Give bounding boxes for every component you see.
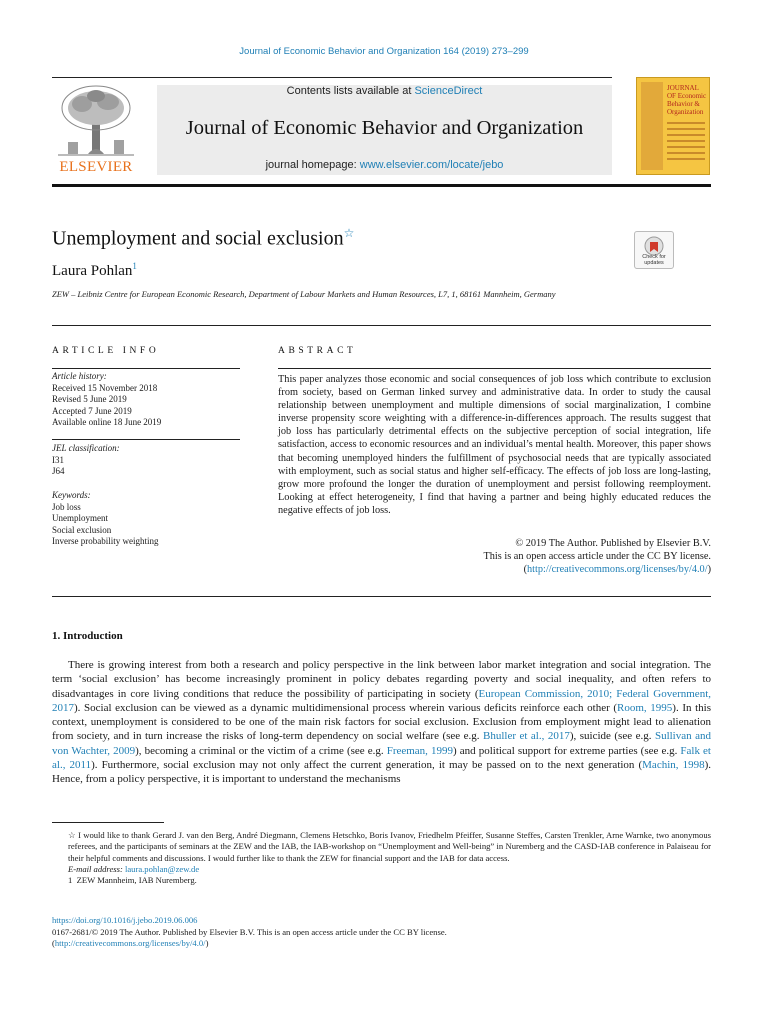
intro-text-run: ). Furthermore, social exclusion may not only affect the current generation, it may be passed on to the next generation (: [91, 759, 643, 772]
reference-link[interactable]: Sullivan and von Wachter, 2009: [52, 730, 711, 757]
reference-link[interactable]: Room, 1995: [617, 701, 673, 714]
journal-title: Journal of Economic Behavior and Organization: [185, 117, 584, 139]
doi-license-line: (http://creativecommons.org/licenses/by/4.0/): [52, 938, 209, 948]
history-item: Revised 5 June 2019: [52, 394, 127, 404]
cover-stripe: [641, 82, 663, 170]
journal-cover-thumbnail[interactable]: [636, 77, 710, 175]
history-label: Article history:: [52, 371, 107, 381]
keyword: Unemployment: [52, 513, 108, 523]
jel-code: I31: [52, 454, 64, 465]
article-info-rule: [52, 368, 240, 369]
header-top-rule: [52, 77, 612, 78]
abstract-copyright: [278, 537, 711, 576]
article-info-heading: ARTICLE INFO: [52, 346, 160, 356]
affiliation-footnote-text: ZEW Mannheim, IAB Nuremberg.: [76, 875, 197, 886]
intro-text-run: ). Hence, from a policy perspective, it is important to understand the mechanisms: [52, 759, 711, 786]
history-item: Received 15 November 2018: [52, 382, 158, 393]
elsevier-wordmark: ELSEVIER: [59, 159, 133, 175]
abstract-heading: ABSTRACT: [278, 346, 357, 356]
homepage-line: [157, 159, 612, 171]
keyword: Job loss: [52, 501, 81, 512]
acknowledgement-footnote: [52, 830, 711, 864]
keyword: Inverse probability weighting: [52, 536, 159, 546]
affiliation-footnote: [52, 875, 711, 886]
reference-link[interactable]: Falk et al., 2011: [52, 744, 711, 772]
license-line: This is an open access article under the CC BY license.: [483, 551, 711, 563]
article-title-text: Unemployment and social exclusion: [52, 227, 344, 250]
header-thick-rule: [52, 184, 711, 187]
jel-label: JEL classification:: [52, 443, 120, 453]
jel-code: J64: [52, 466, 65, 476]
title-footnote-mark[interactable]: ☆: [343, 226, 355, 240]
check-for-updates-button[interactable]: [634, 231, 674, 269]
reference-link[interactable]: European Commission, 2010; Federal Government, 2017: [52, 687, 711, 714]
introduction-paragraph: [52, 658, 711, 787]
history-item: Available online 18 June 2019: [52, 417, 162, 427]
intro-text-run: ). Social exclusion can be viewed as a dynamic multidimensional process wherein various deficits reinforce each other (: [74, 701, 618, 714]
elsevier-logo[interactable]: [52, 84, 140, 176]
journal-homepage-link[interactable]: www.elsevier.com/locate/jebo: [359, 159, 504, 171]
reference-link[interactable]: Bhuller et al., 2017: [483, 730, 570, 743]
journal-citation-link[interactable]: Journal of Economic Behavior and Organization 164 (2019) 273–299: [239, 46, 529, 57]
contents-prefix: Contents lists available at: [286, 85, 415, 97]
doi-license-link[interactable]: http://creativecommons.org/licenses/by/4.0/: [54, 938, 206, 948]
intro-text-run: ), suicide (see e.g.: [569, 730, 655, 743]
homepage-prefix: journal homepage:: [265, 159, 360, 171]
reference-link[interactable]: Machin, 1998: [642, 759, 705, 772]
footnote-rule: [52, 822, 164, 823]
introduction-heading: 1. Introduction: [52, 630, 123, 642]
contents-line: [157, 85, 612, 97]
divider: [52, 596, 711, 597]
doi-link[interactable]: https://doi.org/10.1016/j.jebo.2019.06.006: [52, 915, 198, 925]
abstract-text: This paper analyzes those economic and social consequences of job loss which contribute to exclusion from society, based on German linked survey and administrative data. In order to study the causal relationship between unemployment and multiple dimensions of social marginalization, I combine inverse propensity score weighting with a difference-in-differences approach. The results suggest that job loss has particularly detrimental effects on the subjective perception of social integration, life satisfaction, access to economic resources and an individual’s mental health. Moreover, this paper shows that becoming unemployed hinders the fulfillment of psychosocial needs that are typically associated with employment, such as social status and higher self-efficacy. The effects of job loss are long-lasting, grow more profound the longer the duration of unemployment and persist following reemployment. Looking at effect heterogeneity, I find that having a partner and being highly educated reduces the negative effects of job loss.: [278, 374, 711, 516]
keyword: Social exclusion: [52, 524, 112, 535]
email-label: E-mail address:: [68, 863, 125, 874]
footnote-mark: ☆: [68, 830, 76, 840]
reference-link[interactable]: Freeman, 1999: [386, 744, 454, 757]
history-item: Accepted 7 June 2019: [52, 405, 132, 416]
author-email-link[interactable]: laura.pohlan@zew.de: [124, 863, 200, 874]
intro-text-run: ). In this context, unemployment is considered to be one of the main risk factors for social exclusion. Exclusion from employment might lead to alienation from society, and in turn increase the risks of long-term dependency on social welfare (see e.g.: [52, 701, 711, 743]
author-footnote-mark[interactable]: 1: [132, 261, 137, 271]
elsevier-tree-icon: [52, 84, 140, 158]
cover-title: JOURNAL OF Economic Behavior & Organization: [667, 84, 707, 116]
copyright-line: © 2019 The Author. Published by Elsevier B.V.: [515, 538, 711, 549]
journal-header-band: [157, 85, 612, 175]
cc-license-link[interactable]: http://creativecommons.org/licenses/by/4.0/: [527, 564, 708, 576]
doi-block: [52, 915, 711, 950]
keywords: [52, 490, 240, 548]
article-history: [52, 371, 240, 429]
acknowledgement-text: I would like to thank Gerard J. van den Berg, André Diegmann, Clemens Hetschko, Boris Ivanov, Friedhelm Pfeiffer, Susanne Steffes, Carsten Trenkler, Arne Warnke, two anonymous referees, and the participants of seminars at the ZEW and the IAB, the IAB-workshop on “Unemployment and Well-being” in Nuremberg and the CASD-IAB conference in Palaiseau for their helpful comments and discussions. I would further like to thank the ZEW for financial support and the IAB for data access.: [68, 830, 711, 863]
check-updates-label: Check for updates: [642, 254, 666, 266]
email-footnote: [52, 864, 711, 875]
abstract-rule: [278, 368, 711, 369]
author-name-text: Laura Pohlan: [52, 263, 133, 279]
license-link-line: (http://creativecommons.org/licenses/by/4.0/): [523, 564, 711, 576]
keywords-label: Keywords:: [52, 490, 91, 500]
article-info-rule: [52, 439, 240, 440]
article-title: [52, 226, 354, 251]
issn-line: 0167-2681/© 2019 The Author. Published by Elsevier B.V. This is an open access article under the CC BY license.: [52, 926, 447, 937]
intro-text-run: ) and political support for extreme parties (see e.g.: [453, 744, 681, 757]
jel-classification: [52, 443, 240, 478]
intro-text-run: ), becoming a criminal or the victim of a crime (see e.g.: [135, 744, 387, 757]
cover-decoration: [667, 122, 705, 164]
footnotes: [52, 830, 711, 886]
footnote-mark: 1: [68, 875, 73, 886]
divider: [52, 325, 711, 326]
sciencedirect-link[interactable]: ScienceDirect: [414, 85, 483, 97]
author-affiliation: ZEW – Leibniz Centre for European Economic Research, Department of Labour Markets and Human Resources, L7, 1, 68161 Mannheim, Germany: [52, 289, 556, 299]
intro-text-run: There is growing interest from both a research and policy perspective in the link between labor market integration and social integration. The term ‘social exclusion’ has become increasingly prominent in policy debates regarding poverty and social inequality, and often refers to disadvantages in core living conditions that reduce the possibility of participating in society (: [52, 659, 711, 700]
author-name: [52, 261, 137, 280]
